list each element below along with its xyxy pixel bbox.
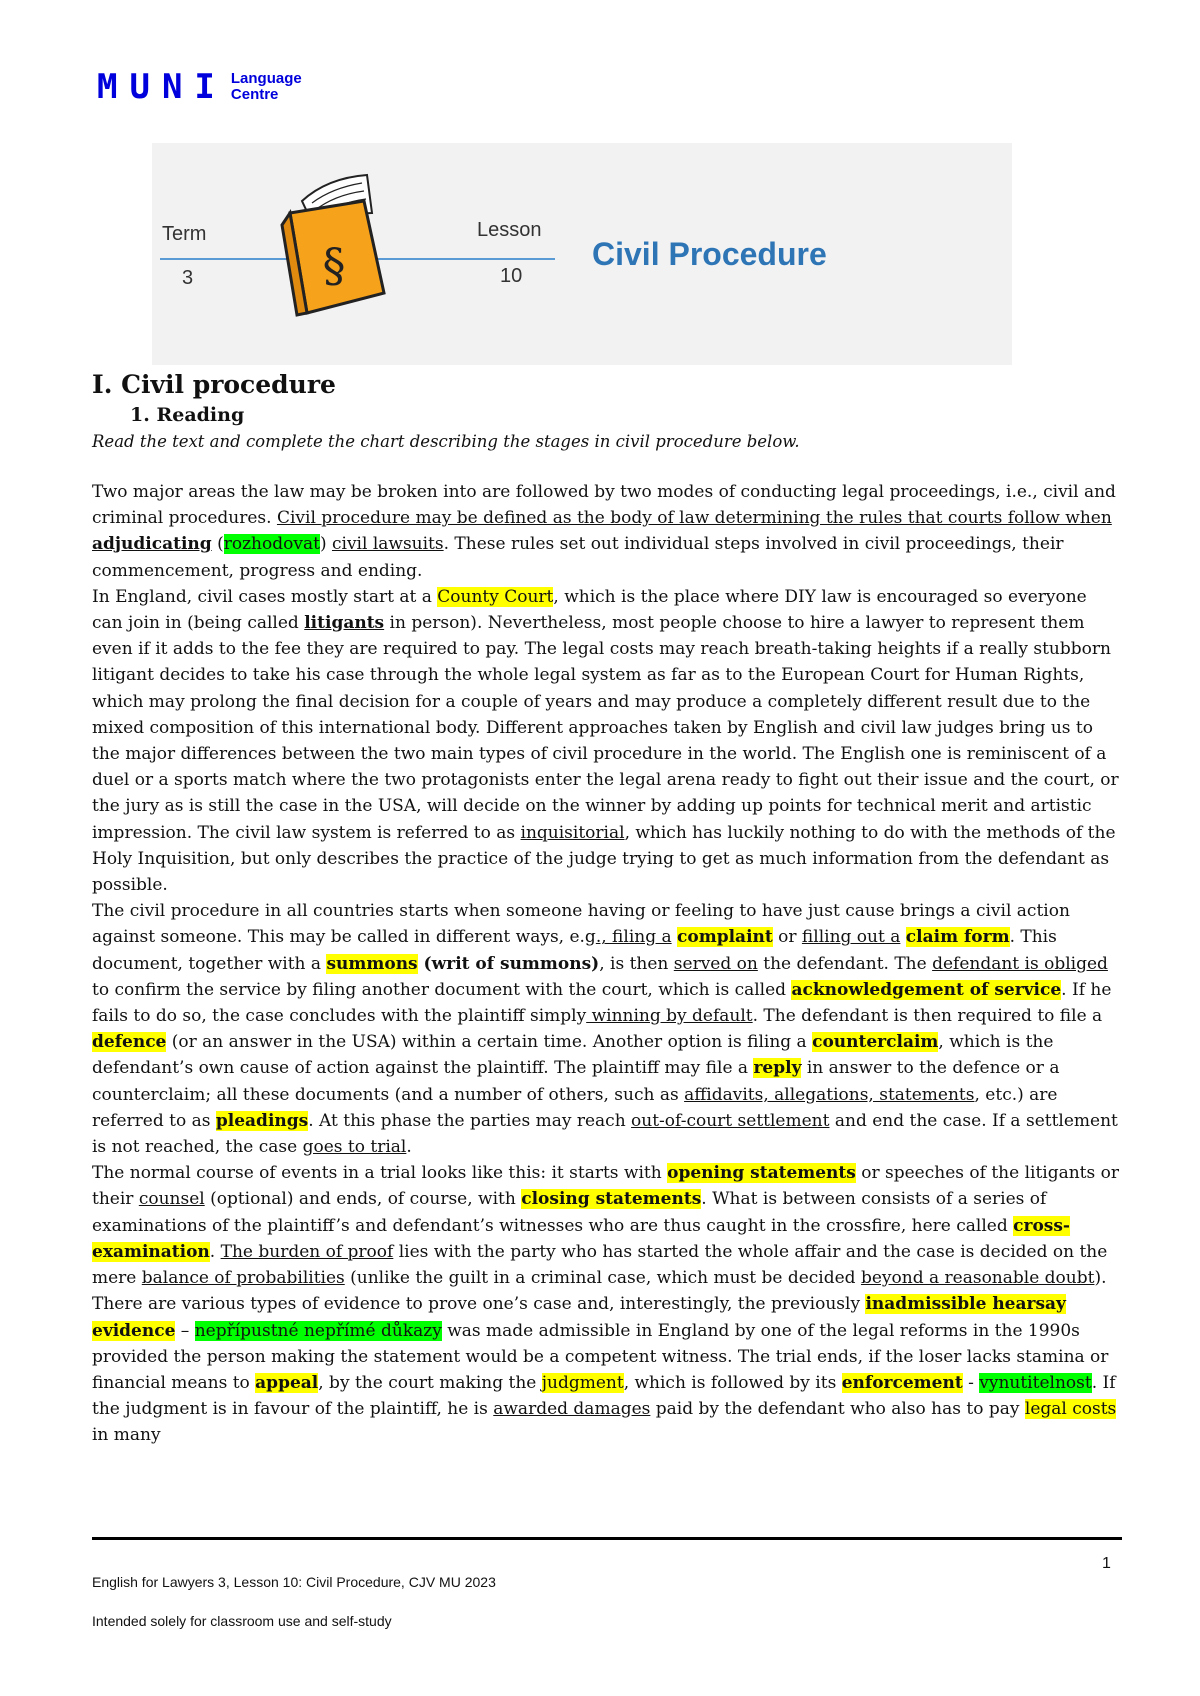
muni-logo (97, 67, 302, 107)
term-closing-statements: closing statements (521, 1189, 702, 1210)
term-cross-examination: cross-examination (92, 1215, 1070, 1262)
logo-subtitle (231, 71, 302, 103)
term-number: 3 (182, 267, 194, 289)
term-legal-costs: legal costs (1024, 1399, 1117, 1420)
logo-mark: MUNI (97, 67, 227, 107)
paragraph-3: The civil procedure in all countries starts when someone having or feeling to have just cause brings a civil action against someone. This may be called in different ways, e.g., filing a complaint or filling out a claim form. This document, together with a summons (writ of summons), is then served on the defendant. The defendant is obliged to confirm the service by filing another document with the court, which is called acknowledgement of service. If he fails to do so, the case concludes with the plaintiff simply winning by default. The defendant is then required to file a defence (or an answer in the USA) within a certain time. Another option is filing a counterclaim, which is the defendant’s own cause of action against the plaintiff. The plaintiff may file a reply in answer to the defence or a counterclaim; all these documents (and a number of others, such as affidavits, allegations, statements, etc.) are referred to as pleadings. At this phase the parties may reach out-of-court settlement and end the case. If a settlement is not reached, the case goes to trial. (92, 901, 1118, 1158)
term-claim-form: claim form (905, 927, 1010, 948)
footer-usage-note: Intended solely for classroom use and self-study (92, 1613, 392, 1629)
term-label: Term (162, 223, 207, 245)
term-summons: summons (326, 953, 418, 974)
document-body (92, 368, 1122, 1449)
law-book-icon (272, 173, 397, 318)
term-judgment: judgment (541, 1372, 624, 1393)
section-symbol: § (322, 238, 346, 292)
subsection-heading: 1. Reading (130, 404, 245, 426)
lesson-number: 10 (500, 265, 523, 287)
term-rozhodovat: rozhodovat (223, 534, 320, 555)
term-defence: defence (92, 1032, 167, 1053)
term-pleadings: pleadings (215, 1110, 309, 1131)
page-number: 1 (1102, 1555, 1111, 1572)
term-vynutitelnost: vynutitelnost (979, 1372, 1092, 1393)
term-hearsay-evidence: inadmissible hearsay evidence (92, 1294, 1066, 1341)
lesson-banner (152, 143, 1012, 365)
reading-text (92, 479, 1122, 1449)
lesson-title: Civil Procedure (592, 236, 827, 272)
term-czech-hearsay: nepřípustné nepřímé důkazy (194, 1320, 442, 1341)
term-reply: reply (753, 1058, 802, 1079)
logo-line-2: Centre (230, 86, 279, 103)
paragraph-2: In England, civil cases mostly start at a County Court, which is the place where DIY law is encouraged so everyone can join in (being called litigants in person). Nevertheless, most people choose to hire a lawyer to represent them even if it adds to the fee they are required to pay. The legal costs may reach breath-taking heights if a really stubborn litigant decides to take his case through the whole legal system as far as to the European Court for Human Rights, which may prolong the final decision for a couple of years and may produce a completely different result due to the mixed composition of this international body. Different approaches taken by English and civil law judges bring us to the major differences between the two main types of civil procedure in the world. The English one is reminiscent of a duel or a sports match where the two protagonists enter the legal arena ready to fight out their issue and the court, or the jury as is still the case in the USA, will decide on the winner by adding up points for technical merit and artistic impression. The civil law system is referred to as inquisitorial, which has luckily nothing to do with the methods of the Holy Inquisition, but only describes the practice of the judge trying to get as much information from the defendant as possible. (92, 586, 1119, 896)
term-county-court: County Court (437, 586, 554, 607)
term-appeal: appeal (255, 1372, 319, 1393)
logo-line-1: Language (230, 70, 302, 87)
paragraph-4: The normal course of events in a trial looks like this: it starts with opening statements or speeches of the litigants or their counsel (optional) and ends, of course, with closing statements. What is between consists of a series of examinations of the plaintiff’s and defendant’s witnesses who are thus caught in the crossfire, here called cross-examination. The burden of proof lies with the party who has started the whole affair and the case is decided on the mere balance of probabilities (unlike the guilt in a criminal case, which must be decided beyond a reasonable doubt). There are various types of evidence to prove one’s case and, interestingly, the previously inadmissible hearsay evidence – nepřípustné nepřímé důkazy was made admissible in England by one of the legal reforms in the 1990s provided the person making the statement would be a competent witness. The trial ends, if the loser lacks stamina or financial means to appeal, by the court making the judgment, which is followed by its enforcement - vynutitelnost. If the judgment is in favour of the plaintiff, he is awarded damages paid by the defendant who also has to pay legal costs in many (92, 1163, 1120, 1446)
footer-course-info: English for Lawyers 3, Lesson 10: Civil Procedure, CJV MU 2023 (92, 1574, 496, 1590)
paragraph-1: Two major areas the law may be broken into are followed by two modes of conducting legal proceedings, i.e., civil and criminal procedures. Civil procedure may be defined as the body of law determining the rules that courts follow when adjudicating (rozhodovat) civil lawsuits. These rules set out individual steps involved in civil proceedings, their commencement, progress and ending. (92, 482, 1116, 581)
term-acknowledgement: acknowledgement of service (791, 979, 1062, 1000)
term-counterclaim: counterclaim (812, 1032, 939, 1053)
term-enforcement: enforcement (841, 1372, 963, 1393)
footer-divider (92, 1537, 1122, 1540)
section-heading: I. Civil procedure (92, 370, 336, 399)
lesson-label: Lesson (477, 219, 542, 241)
term-opening-statements: opening statements (667, 1163, 856, 1184)
term-complaint: complaint (677, 927, 773, 948)
instruction-text: Read the text and complete the chart describing the stages in civil procedure below. (92, 432, 800, 451)
